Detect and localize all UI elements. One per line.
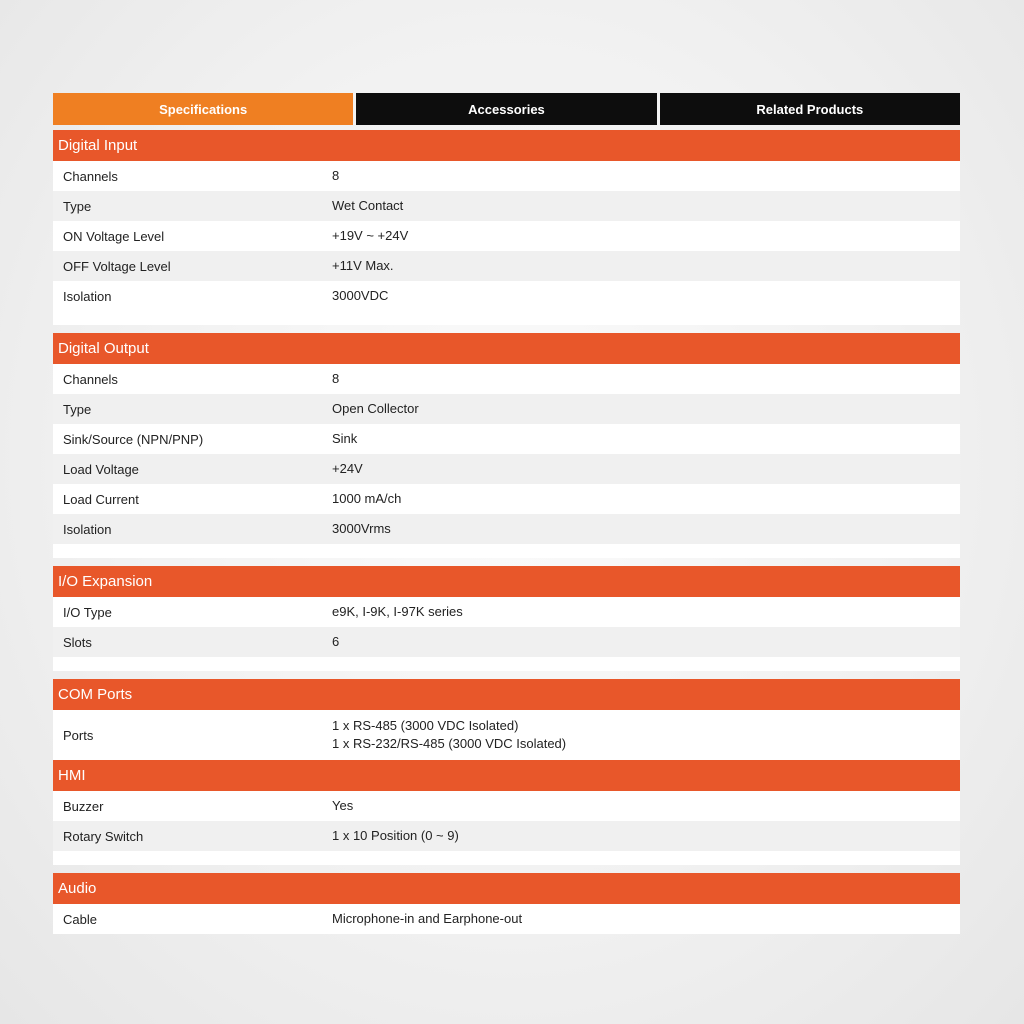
spec-row bbox=[53, 514, 960, 544]
spec-row bbox=[53, 904, 960, 934]
spec-section bbox=[53, 333, 960, 558]
spec-value: 8 bbox=[332, 168, 340, 183]
spec-value: 1 x 10 Position (0 ~ 9) bbox=[332, 828, 459, 843]
spec-label: Slots bbox=[63, 634, 92, 650]
section-spacer bbox=[53, 851, 960, 865]
section-heading: Digital Output bbox=[53, 333, 960, 364]
tab-specifications[interactable]: Specifications bbox=[53, 93, 353, 125]
section-spacer bbox=[53, 311, 960, 325]
section-heading: Audio bbox=[53, 873, 960, 904]
spec-value: +19V ~ +24V bbox=[332, 228, 409, 243]
spec-value: +11V Max. bbox=[332, 258, 394, 273]
spec-value: 1000 mA/ch bbox=[332, 491, 402, 506]
spec-value: Open Collector bbox=[332, 401, 419, 416]
spec-section bbox=[53, 760, 960, 865]
spec-label: I/O Type bbox=[63, 604, 112, 620]
spec-section bbox=[53, 566, 960, 671]
spec-label: Load Voltage bbox=[63, 461, 139, 477]
section-heading: COM Ports bbox=[53, 679, 960, 710]
spec-row bbox=[53, 394, 960, 424]
spec-row bbox=[53, 484, 960, 514]
spec-row bbox=[53, 821, 960, 851]
spec-label: ON Voltage Level bbox=[63, 228, 165, 244]
spec-value-line: 1 x RS-232/RS-485 (3000 VDC Isolated) bbox=[332, 736, 567, 751]
spec-row bbox=[53, 791, 960, 821]
spec-label: Channels bbox=[63, 168, 118, 184]
specifications-panel bbox=[53, 93, 960, 942]
spec-section bbox=[53, 873, 960, 934]
spec-label: Load Current bbox=[63, 491, 139, 507]
spec-row bbox=[53, 627, 960, 657]
tab-accessories[interactable]: Accessories bbox=[356, 93, 656, 125]
spec-value: 8 bbox=[332, 371, 340, 386]
spec-value-line: 1 x RS-485 (3000 VDC Isolated) bbox=[332, 718, 519, 733]
spec-label: Isolation bbox=[63, 288, 112, 304]
section-heading: Digital Input bbox=[53, 130, 960, 161]
spec-label: Channels bbox=[63, 371, 118, 387]
spec-label: Isolation bbox=[63, 521, 112, 537]
spec-value: 6 bbox=[332, 634, 340, 649]
spec-value: Microphone-in and Earphone-out bbox=[332, 911, 523, 926]
spec-row bbox=[53, 454, 960, 484]
spec-value: Wet Contact bbox=[332, 198, 404, 213]
spec-section bbox=[53, 130, 960, 325]
spec-label: Sink/Source (NPN/PNP) bbox=[63, 431, 204, 447]
spec-label: Type bbox=[63, 401, 92, 417]
spec-row bbox=[53, 710, 960, 760]
spec-row bbox=[53, 191, 960, 221]
spec-row bbox=[53, 161, 960, 191]
spec-value bbox=[332, 713, 960, 757]
section-heading: I/O Expansion bbox=[53, 566, 960, 597]
spec-row bbox=[53, 597, 960, 627]
spec-row bbox=[53, 251, 960, 281]
spec-label: Type bbox=[63, 198, 92, 214]
spec-value: e9K, I-9K, I-97K series bbox=[332, 604, 463, 619]
spec-label: Buzzer bbox=[63, 798, 104, 814]
spec-value: 3000Vrms bbox=[332, 521, 391, 536]
spec-value: +24V bbox=[332, 461, 363, 476]
spec-value: Sink bbox=[332, 431, 358, 446]
tab-bar bbox=[53, 93, 960, 125]
spec-value: Yes bbox=[332, 798, 354, 813]
section-heading: HMI bbox=[53, 760, 960, 791]
section-spacer bbox=[53, 544, 960, 558]
spec-row bbox=[53, 364, 960, 394]
spec-label: OFF Voltage Level bbox=[63, 258, 171, 274]
section-spacer bbox=[53, 657, 960, 671]
spec-label: Cable bbox=[63, 911, 97, 927]
tab-related-products[interactable]: Related Products bbox=[660, 93, 960, 125]
spec-row bbox=[53, 221, 960, 251]
spec-sections bbox=[53, 130, 960, 934]
spec-row bbox=[53, 424, 960, 454]
spec-label: Rotary Switch bbox=[63, 828, 144, 844]
spec-row bbox=[53, 281, 960, 311]
spec-value: 3000VDC bbox=[332, 288, 389, 303]
spec-section bbox=[53, 679, 960, 760]
spec-label: Ports bbox=[63, 727, 94, 743]
